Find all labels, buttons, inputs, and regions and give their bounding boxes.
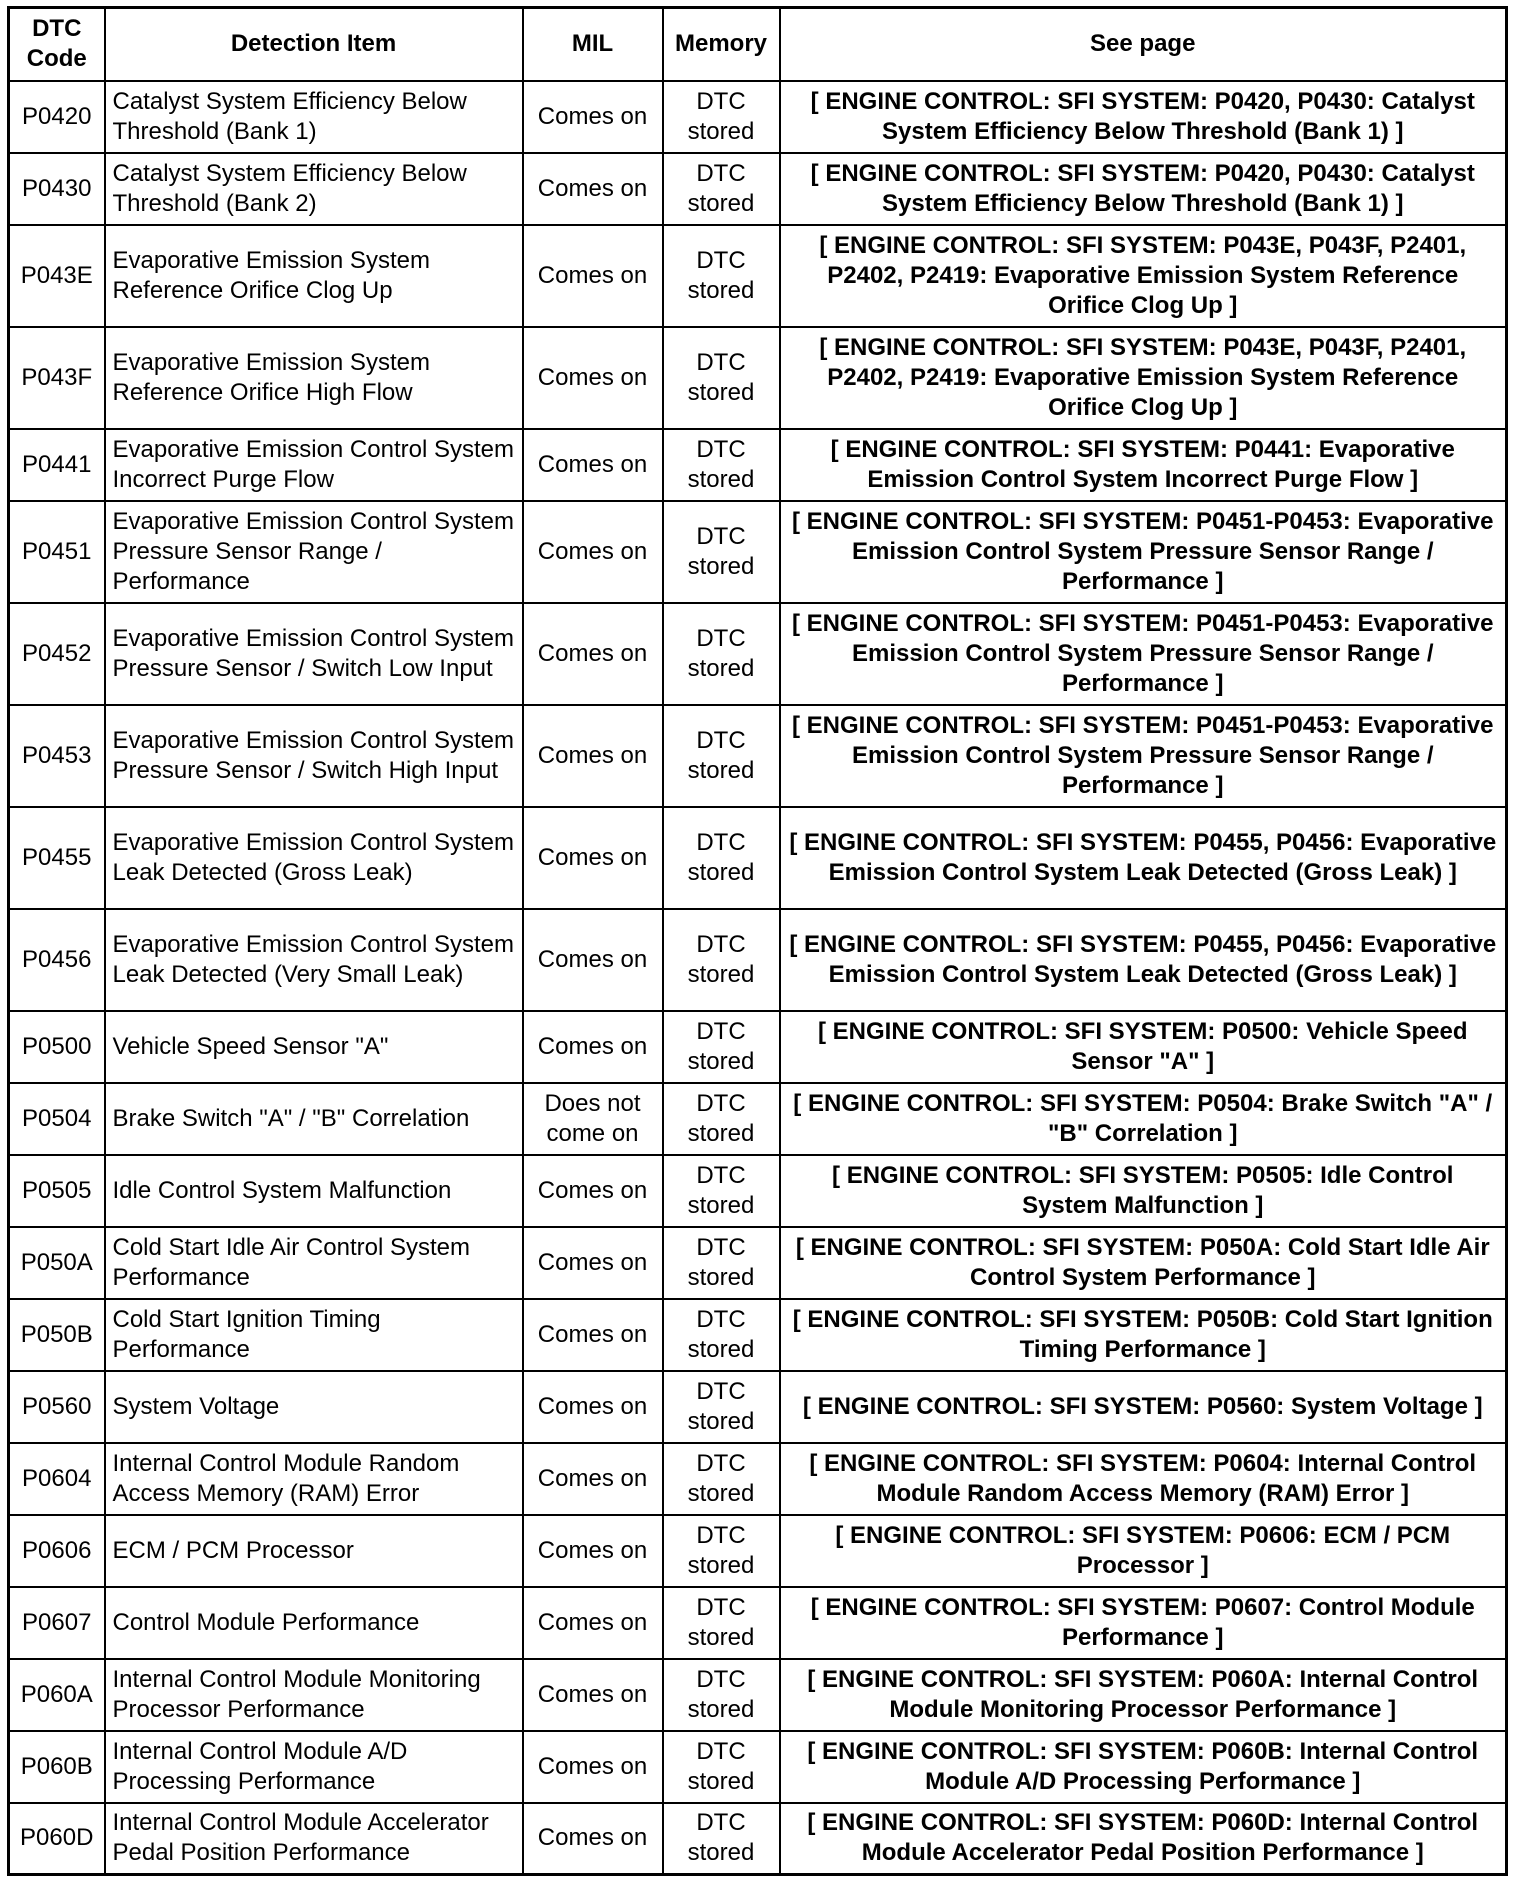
dtc-code-cell: P0453: [9, 705, 105, 807]
table-row: [9, 1803, 1507, 1875]
table-row: [9, 909, 1507, 1011]
dtc-code-cell: P0505: [9, 1155, 105, 1227]
detection-item-cell: Brake Switch "A" / "B" Correlation: [105, 1083, 523, 1155]
memory-cell: DTC stored: [663, 1587, 780, 1659]
memory-cell: DTC stored: [663, 1803, 780, 1875]
header-memory: Memory: [663, 8, 780, 81]
detection-item-cell: Internal Control Module A/D Processing Performance: [105, 1731, 523, 1803]
header-row: [9, 8, 1507, 81]
detection-item-cell: Evaporative Emission Control System Leak Detected (Very Small Leak): [105, 909, 523, 1011]
mil-cell: Comes on: [523, 1443, 663, 1515]
detection-item-cell: Evaporative Emission Control System Leak Detected (Gross Leak): [105, 807, 523, 909]
memory-cell: DTC stored: [663, 153, 780, 225]
dtc-code-cell: P043F: [9, 327, 105, 429]
memory-cell: DTC stored: [663, 705, 780, 807]
table-row: [9, 1443, 1507, 1515]
table-row: [9, 1155, 1507, 1227]
dtc-code-cell: P0607: [9, 1587, 105, 1659]
memory-cell: DTC stored: [663, 1731, 780, 1803]
table-row: [9, 1299, 1507, 1371]
detection-item-cell: Catalyst System Efficiency Below Threshold (Bank 2): [105, 153, 523, 225]
see-page-link[interactable]: [ ENGINE CONTROL: SFI SYSTEM: P0607: Control Module Performance ]: [780, 1587, 1507, 1659]
mil-cell: Comes on: [523, 1299, 663, 1371]
header-see-page: See page: [780, 8, 1507, 81]
detection-item-cell: Vehicle Speed Sensor "A": [105, 1011, 523, 1083]
mil-cell: Comes on: [523, 327, 663, 429]
dtc-code-cell: P0420: [9, 81, 105, 153]
detection-item-cell: Evaporative Emission Control System Pressure Sensor Range / Performance: [105, 501, 523, 603]
see-page-link[interactable]: [ ENGINE CONTROL: SFI SYSTEM: P0451-P0453: Evaporative Emission Control System Pressure Sensor Range / Performance ]: [780, 501, 1507, 603]
table-row: [9, 1515, 1507, 1587]
table-row: [9, 81, 1507, 153]
detection-item-cell: Catalyst System Efficiency Below Threshold (Bank 1): [105, 81, 523, 153]
detection-item-cell: Internal Control Module Random Access Memory (RAM) Error: [105, 1443, 523, 1515]
see-page-link[interactable]: [ ENGINE CONTROL: SFI SYSTEM: P0455, P0456: Evaporative Emission Control System Leak Detected (Gross Leak) ]: [780, 909, 1507, 1011]
see-page-link[interactable]: [ ENGINE CONTROL: SFI SYSTEM: P0420, P0430: Catalyst System Efficiency Below Threshold (Bank 1) ]: [780, 81, 1507, 153]
mil-cell: Comes on: [523, 1227, 663, 1299]
see-page-link[interactable]: [ ENGINE CONTROL: SFI SYSTEM: P0451-P0453: Evaporative Emission Control System Pressure Sensor Range / Performance ]: [780, 705, 1507, 807]
table-row: [9, 429, 1507, 501]
memory-cell: DTC stored: [663, 1299, 780, 1371]
memory-cell: DTC stored: [663, 1371, 780, 1443]
see-page-link[interactable]: [ ENGINE CONTROL: SFI SYSTEM: P0420, P0430: Catalyst System Efficiency Below Threshold (Bank 1) ]: [780, 153, 1507, 225]
memory-cell: DTC stored: [663, 327, 780, 429]
memory-cell: DTC stored: [663, 501, 780, 603]
header-mil: MIL: [523, 8, 663, 81]
see-page-link[interactable]: [ ENGINE CONTROL: SFI SYSTEM: P050B: Cold Start Ignition Timing Performance ]: [780, 1299, 1507, 1371]
memory-cell: DTC stored: [663, 1155, 780, 1227]
memory-cell: DTC stored: [663, 81, 780, 153]
table-row: [9, 153, 1507, 225]
see-page-link[interactable]: [ ENGINE CONTROL: SFI SYSTEM: P0441: Evaporative Emission Control System Incorrect Purge Flow ]: [780, 429, 1507, 501]
dtc-code-cell: P0504: [9, 1083, 105, 1155]
mil-cell: Comes on: [523, 225, 663, 327]
detection-item-cell: Evaporative Emission System Reference Orifice High Flow: [105, 327, 523, 429]
table-row: [9, 225, 1507, 327]
dtc-table: [7, 6, 1508, 1876]
detection-item-cell: Internal Control Module Accelerator Pedal Position Performance: [105, 1803, 523, 1875]
dtc-code-cell: P0430: [9, 153, 105, 225]
table-row: [9, 1083, 1507, 1155]
table-row: [9, 705, 1507, 807]
detection-item-cell: ECM / PCM Processor: [105, 1515, 523, 1587]
detection-item-cell: System Voltage: [105, 1371, 523, 1443]
see-page-link[interactable]: [ ENGINE CONTROL: SFI SYSTEM: P0451-P0453: Evaporative Emission Control System Pressure Sensor Range / Performance ]: [780, 603, 1507, 705]
mil-cell: Comes on: [523, 153, 663, 225]
table-row: [9, 1371, 1507, 1443]
memory-cell: DTC stored: [663, 1227, 780, 1299]
mil-cell: Comes on: [523, 429, 663, 501]
table-row: [9, 1227, 1507, 1299]
mil-cell: Comes on: [523, 1155, 663, 1227]
see-page-link[interactable]: [ ENGINE CONTROL: SFI SYSTEM: P043E, P043F, P2401, P2402, P2419: Evaporative Emission System Reference Orifice Clog Up ]: [780, 225, 1507, 327]
see-page-link[interactable]: [ ENGINE CONTROL: SFI SYSTEM: P060D: Internal Control Module Accelerator Pedal Position Performance ]: [780, 1803, 1507, 1875]
detection-item-cell: Evaporative Emission Control System Pressure Sensor / Switch Low Input: [105, 603, 523, 705]
dtc-code-cell: P060D: [9, 1803, 105, 1875]
mil-cell: Comes on: [523, 705, 663, 807]
memory-cell: DTC stored: [663, 1515, 780, 1587]
header-detection-item: Detection Item: [105, 8, 523, 81]
dtc-code-cell: P060A: [9, 1659, 105, 1731]
memory-cell: DTC stored: [663, 1083, 780, 1155]
memory-cell: DTC stored: [663, 429, 780, 501]
dtc-code-cell: P0441: [9, 429, 105, 501]
table-row: [9, 1659, 1507, 1731]
memory-cell: DTC stored: [663, 225, 780, 327]
mil-cell: Comes on: [523, 1659, 663, 1731]
table-row: [9, 1731, 1507, 1803]
table-row: [9, 807, 1507, 909]
see-page-link[interactable]: [ ENGINE CONTROL: SFI SYSTEM: P060B: Internal Control Module A/D Processing Performance ]: [780, 1731, 1507, 1803]
mil-cell: Does not come on: [523, 1083, 663, 1155]
mil-cell: Comes on: [523, 909, 663, 1011]
mil-cell: Comes on: [523, 1803, 663, 1875]
table-row: [9, 501, 1507, 603]
table-row: [9, 603, 1507, 705]
detection-item-cell: Control Module Performance: [105, 1587, 523, 1659]
see-page-link[interactable]: [ ENGINE CONTROL: SFI SYSTEM: P0604: Internal Control Module Random Access Memory (RAM) Error ]: [780, 1443, 1507, 1515]
see-page-link[interactable]: [ ENGINE CONTROL: SFI SYSTEM: P0500: Vehicle Speed Sensor "A" ]: [780, 1011, 1507, 1083]
see-page-link[interactable]: [ ENGINE CONTROL: SFI SYSTEM: P050A: Cold Start Idle Air Control System Performance ]: [780, 1227, 1507, 1299]
see-page-link[interactable]: [ ENGINE CONTROL: SFI SYSTEM: P0504: Brake Switch "A" / "B" Correlation ]: [780, 1083, 1507, 1155]
see-page-link[interactable]: [ ENGINE CONTROL: SFI SYSTEM: P0560: System Voltage ]: [780, 1371, 1507, 1443]
detection-item-cell: Evaporative Emission System Reference Orifice Clog Up: [105, 225, 523, 327]
see-page-link[interactable]: [ ENGINE CONTROL: SFI SYSTEM: P0455, P0456: Evaporative Emission Control System Leak Detected (Gross Leak) ]: [780, 807, 1507, 909]
mil-cell: Comes on: [523, 501, 663, 603]
dtc-code-cell: P0606: [9, 1515, 105, 1587]
memory-cell: DTC stored: [663, 909, 780, 1011]
memory-cell: DTC stored: [663, 1011, 780, 1083]
dtc-code-cell: P0604: [9, 1443, 105, 1515]
mil-cell: Comes on: [523, 1731, 663, 1803]
detection-item-cell: Internal Control Module Monitoring Processor Performance: [105, 1659, 523, 1731]
dtc-code-cell: P050A: [9, 1227, 105, 1299]
mil-cell: Comes on: [523, 1371, 663, 1443]
dtc-code-cell: P0456: [9, 909, 105, 1011]
see-page-link[interactable]: [ ENGINE CONTROL: SFI SYSTEM: P0505: Idle Control System Malfunction ]: [780, 1155, 1507, 1227]
dtc-table-body: [9, 81, 1507, 1875]
dtc-code-cell: P0560: [9, 1371, 105, 1443]
mil-cell: Comes on: [523, 807, 663, 909]
see-page-link[interactable]: [ ENGINE CONTROL: SFI SYSTEM: P043E, P043F, P2401, P2402, P2419: Evaporative Emission System Reference Orifice Clog Up ]: [780, 327, 1507, 429]
detection-item-cell: Evaporative Emission Control System Pressure Sensor / Switch High Input: [105, 705, 523, 807]
see-page-link[interactable]: [ ENGINE CONTROL: SFI SYSTEM: P060A: Internal Control Module Monitoring Processor Performance ]: [780, 1659, 1507, 1731]
table-row: [9, 1011, 1507, 1083]
mil-cell: Comes on: [523, 1515, 663, 1587]
table-row: [9, 327, 1507, 429]
dtc-code-cell: P0451: [9, 501, 105, 603]
detection-item-cell: Cold Start Idle Air Control System Performance: [105, 1227, 523, 1299]
dtc-code-cell: P050B: [9, 1299, 105, 1371]
dtc-code-cell: P0452: [9, 603, 105, 705]
table-row: [9, 1587, 1507, 1659]
mil-cell: Comes on: [523, 81, 663, 153]
memory-cell: DTC stored: [663, 807, 780, 909]
header-dtc-code: DTC Code: [9, 8, 105, 81]
detection-item-cell: Evaporative Emission Control System Incorrect Purge Flow: [105, 429, 523, 501]
memory-cell: DTC stored: [663, 1659, 780, 1731]
see-page-link[interactable]: [ ENGINE CONTROL: SFI SYSTEM: P0606: ECM / PCM Processor ]: [780, 1515, 1507, 1587]
detection-item-cell: Idle Control System Malfunction: [105, 1155, 523, 1227]
mil-cell: Comes on: [523, 1011, 663, 1083]
memory-cell: DTC stored: [663, 1443, 780, 1515]
dtc-code-cell: P060B: [9, 1731, 105, 1803]
detection-item-cell: Cold Start Ignition Timing Performance: [105, 1299, 523, 1371]
dtc-code-cell: P0500: [9, 1011, 105, 1083]
dtc-code-cell: P0455: [9, 807, 105, 909]
mil-cell: Comes on: [523, 603, 663, 705]
memory-cell: DTC stored: [663, 603, 780, 705]
mil-cell: Comes on: [523, 1587, 663, 1659]
dtc-code-cell: P043E: [9, 225, 105, 327]
